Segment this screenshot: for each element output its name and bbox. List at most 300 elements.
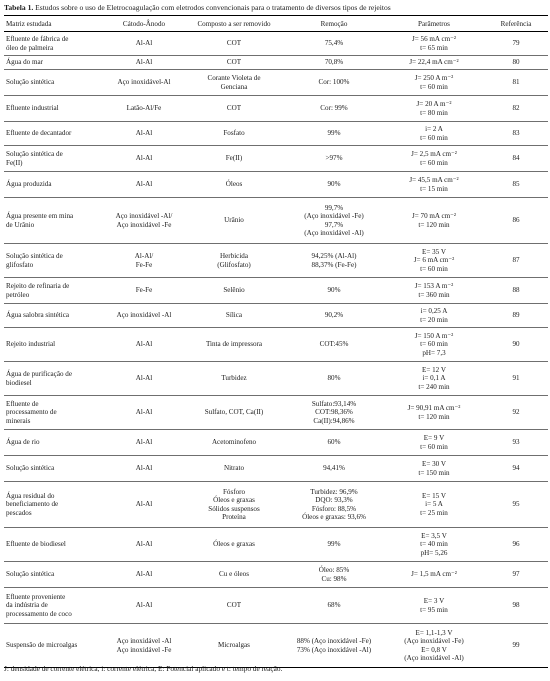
cell-parametros (384, 362, 484, 396)
table-caption-text: Estudos sobre o uso de Eletrocoagulação com eletrodos convencionais para o tratamento de diversos tipos de rejeitos (33, 3, 391, 12)
cell-matriz (4, 244, 104, 278)
cell-line: J= 250 A m⁻² (414, 74, 454, 83)
cell-line: J= 22,4 mA cm⁻² (409, 58, 459, 67)
cell-line: da indústria de (6, 601, 48, 610)
table-row (4, 396, 548, 430)
cell-line: t= 80 min (420, 108, 448, 117)
cell-line: E= 0,8 V (421, 645, 447, 654)
cell-line: COT (226, 58, 242, 67)
cell-matriz (4, 198, 104, 244)
cell-parametros (384, 32, 484, 56)
header-remocao: Remoção (284, 16, 384, 32)
cell-line: (Aço inoxidável -Fe) (404, 637, 464, 646)
cell-line: 90,2% (324, 311, 344, 320)
cell-line: Al-Al (135, 129, 153, 138)
cell-line: Cor: 100% (318, 78, 350, 87)
cell-line: Al-Al (135, 438, 153, 447)
cell-line: Sólidos suspensos (208, 504, 260, 513)
cell-line: Al-Al (135, 39, 153, 48)
table-row (4, 278, 548, 304)
cell-remocao (284, 396, 384, 430)
cell-line: 79 (512, 39, 520, 48)
cell-line: J= 45,5 mA cm⁻² (409, 176, 459, 185)
cell-line: Al-Al (135, 601, 153, 610)
cell-parametros (384, 430, 484, 456)
table-caption-label: Tabela 1. (4, 3, 34, 12)
table-row (4, 588, 548, 624)
cell-line: Água produzida (6, 180, 52, 189)
cell-line: t= 60 min (420, 442, 448, 451)
cell-referencia (484, 70, 548, 96)
cell-matriz (4, 482, 104, 528)
cell-line: t= 360 min (418, 290, 450, 299)
cell-parametros (384, 588, 484, 624)
cell-line: Suspensão de microalgas (6, 641, 78, 650)
cell-line: COT:45% (319, 340, 349, 349)
cell-line: E= 3 V (423, 597, 445, 606)
cell-composto (184, 456, 284, 482)
table-row (4, 482, 548, 528)
table-row (4, 56, 548, 70)
cell-line: 94,41% (323, 464, 345, 473)
cell-line: t= 120 min (418, 412, 450, 421)
cell-catodo-anodo (104, 304, 184, 328)
cell-remocao (284, 278, 384, 304)
cell-line: J= 150 A m⁻² (414, 331, 454, 340)
cell-line: J= 20 A m⁻² (416, 100, 452, 109)
cell-composto (184, 430, 284, 456)
cell-line: 89 (512, 311, 520, 320)
cell-line: Al-Al/ (134, 252, 154, 261)
cell-matriz (4, 70, 104, 96)
cell-line: Efluente proveniente (6, 592, 66, 601)
cell-matriz (4, 122, 104, 146)
cell-parametros (384, 562, 484, 588)
header-matriz: Matriz estudada (4, 16, 104, 32)
cell-line: Al-Al (135, 58, 153, 67)
cell-line: 80% (327, 374, 341, 383)
table-footnote: J: densidade de corrente elétrica, i: corrente elétrica, E: Potencial aplicado e t: tempo de reação. (4, 664, 283, 673)
cell-remocao (284, 588, 384, 624)
cell-line: Turbidez (221, 374, 247, 383)
cell-line: Fe(II) (225, 154, 243, 163)
table-row (4, 96, 548, 122)
cell-remocao (284, 562, 384, 588)
table-row (4, 528, 548, 562)
cell-line: Acetominofeno (211, 438, 257, 447)
cell-line: óleo de palmeira (6, 43, 54, 52)
header-catodo-anodo: Cátodo-Ânodo (104, 16, 184, 32)
cell-parametros (384, 146, 484, 172)
cell-referencia (484, 32, 548, 56)
cell-matriz (4, 32, 104, 56)
cell-composto (184, 198, 284, 244)
cell-line: Aço inoxidável -Al/ (115, 212, 173, 221)
cell-line: (Aço inoxidável -Fe) (304, 212, 364, 221)
cell-remocao (284, 482, 384, 528)
cell-referencia (484, 56, 548, 70)
table-row (4, 304, 548, 328)
cell-matriz (4, 278, 104, 304)
cell-line: J= 70 mA cm⁻² (412, 212, 456, 221)
cell-line: Al-Al (135, 340, 153, 349)
cell-line: 82 (512, 104, 520, 113)
cell-referencia (484, 96, 548, 122)
cell-line: 92 (512, 408, 520, 417)
cell-line: t= 20 min (420, 315, 448, 324)
cell-remocao (284, 198, 384, 244)
cell-composto (184, 482, 284, 528)
cell-referencia (484, 304, 548, 328)
cell-line: 95 (512, 500, 520, 509)
cell-catodo-anodo (104, 96, 184, 122)
cell-line: petróleo (6, 290, 30, 299)
cell-line: Água salobra sintética (6, 311, 70, 320)
cell-line: Água de rio (6, 438, 40, 447)
cell-line: t= 60 min (420, 264, 448, 273)
cell-line: COT (226, 39, 242, 48)
table-row (4, 562, 548, 588)
cell-referencia (484, 396, 548, 430)
cell-catodo-anodo (104, 430, 184, 456)
cell-line: 94 (512, 464, 520, 473)
cell-matriz (4, 56, 104, 70)
cell-line: Urânio (224, 216, 244, 225)
cell-line: Ca(II):94,86% (313, 416, 355, 425)
cell-catodo-anodo (104, 56, 184, 70)
cell-line: COT:98,36% (315, 408, 353, 417)
cell-line: 68% (327, 601, 341, 610)
cell-parametros (384, 624, 484, 668)
cell-line: i= 2 A (425, 125, 443, 134)
cell-line: 73% (Aço inoxidável -Al) (296, 645, 372, 654)
cell-line: Genciana (220, 82, 248, 91)
cell-line: pH= 5,26 (420, 548, 448, 557)
cell-composto (184, 624, 284, 668)
cell-line: J= 90,91 mA cm⁻² (407, 404, 461, 413)
cell-line: 91 (512, 374, 520, 383)
cell-line: 90% (327, 286, 341, 295)
cell-line: Efluente de (6, 399, 39, 408)
cell-line: Cu: 98% (321, 574, 347, 583)
cell-parametros (384, 328, 484, 362)
cell-catodo-anodo (104, 456, 184, 482)
cell-line: t= 60 min (420, 82, 448, 91)
cell-remocao (284, 96, 384, 122)
cell-line: Al-Al (135, 500, 153, 509)
cell-line: 85 (512, 180, 520, 189)
cell-line: 88% (Aço inoxidável -Fe) (296, 637, 372, 646)
cell-referencia (484, 624, 548, 668)
cell-composto (184, 304, 284, 328)
cell-parametros (384, 198, 484, 244)
cell-line: Sílica (225, 311, 243, 320)
cell-line: Turbidez: 96,9% (310, 487, 358, 496)
cell-line: 90% (327, 180, 341, 189)
cell-line: t= 240 min (418, 382, 450, 391)
cell-referencia (484, 456, 548, 482)
cell-line: Água residual do (6, 491, 55, 500)
cell-catodo-anodo (104, 562, 184, 588)
cell-catodo-anodo (104, 328, 184, 362)
cell-line: 99% (327, 540, 341, 549)
cell-remocao (284, 304, 384, 328)
cell-remocao (284, 430, 384, 456)
cell-composto (184, 362, 284, 396)
cell-line: 86 (512, 216, 520, 225)
table-row (4, 456, 548, 482)
cell-line: Fe-Fe (135, 286, 153, 295)
cell-composto (184, 32, 284, 56)
cell-remocao (284, 328, 384, 362)
cell-matriz (4, 328, 104, 362)
cell-referencia (484, 362, 548, 396)
cell-line: Efluente de biodiesel (6, 540, 66, 549)
cell-line: 93 (512, 438, 520, 447)
cell-line: J= 56 mA cm⁻² (412, 35, 456, 44)
cell-remocao (284, 362, 384, 396)
cell-line: 83 (512, 129, 520, 138)
cell-line: Al-Al (135, 374, 153, 383)
cell-parametros (384, 528, 484, 562)
cell-line: Fe(II) (6, 158, 23, 167)
cell-remocao (284, 172, 384, 198)
cell-catodo-anodo (104, 70, 184, 96)
cell-parametros (384, 396, 484, 430)
cell-line: E= 1,1-1,3 V (415, 628, 453, 637)
cell-composto (184, 278, 284, 304)
cell-line: Al-Al (135, 570, 153, 579)
cell-catodo-anodo (104, 396, 184, 430)
cell-line: 97,7% (324, 220, 344, 229)
cell-line: E= 30 V (422, 460, 446, 469)
cell-line: 75,4% (324, 39, 344, 48)
cell-line: Cu e óleos (219, 570, 249, 579)
cell-line: >97% (325, 154, 343, 163)
cell-composto (184, 244, 284, 278)
cell-line: processamento de (6, 408, 57, 417)
cell-line: 84 (512, 154, 520, 163)
cell-line: t= 40 min (420, 540, 448, 549)
cell-line: J= 1,5 mA cm⁻² (411, 570, 457, 579)
cell-line: J= 2,5 mA cm⁻² (411, 150, 457, 159)
cell-composto (184, 396, 284, 430)
cell-line: E= 3,5 V (421, 531, 447, 540)
cell-matriz (4, 172, 104, 198)
cell-line: Efluente de fábrica de (6, 35, 69, 44)
cell-composto (184, 172, 284, 198)
cell-composto (184, 56, 284, 70)
cell-line: minerais (6, 416, 31, 425)
cell-parametros (384, 304, 484, 328)
cell-matriz (4, 146, 104, 172)
cell-line: Cor: 99% (320, 104, 348, 113)
cell-line: Sulfato:93,14% (311, 399, 357, 408)
cell-matriz (4, 562, 104, 588)
cell-line: 99 (512, 641, 520, 650)
cell-line: Solução sintética de (6, 252, 63, 261)
cell-matriz (4, 588, 104, 624)
cell-catodo-anodo (104, 146, 184, 172)
cell-remocao (284, 624, 384, 668)
cell-referencia (484, 430, 548, 456)
cell-composto (184, 562, 284, 588)
cell-catodo-anodo (104, 528, 184, 562)
cell-catodo-anodo (104, 588, 184, 624)
cell-line: Al-Al (135, 540, 153, 549)
cell-line: COT (226, 601, 242, 610)
cell-line: Óleos e graxas: 93,6% (302, 512, 366, 521)
cell-line: Latão-Al/Fe (126, 104, 162, 113)
cell-line: 80 (512, 58, 520, 67)
cell-line: E= 15 V (422, 491, 446, 500)
cell-composto (184, 70, 284, 96)
table-header-row (4, 16, 548, 32)
cell-line: 90 (512, 340, 520, 349)
table-row (4, 146, 548, 172)
cell-remocao (284, 122, 384, 146)
cell-line: Óleo: 85% (318, 566, 350, 575)
cell-line: Rejeito industrial (6, 340, 56, 349)
cell-parametros (384, 70, 484, 96)
header-composto: Composto a ser removido (184, 16, 284, 32)
cell-catodo-anodo (104, 362, 184, 396)
cell-composto (184, 328, 284, 362)
table-row (4, 122, 548, 146)
table-row (4, 244, 548, 278)
cell-line: i= 5 A (425, 500, 443, 509)
data-table (4, 15, 548, 668)
cell-line: i= 0,1 A (422, 374, 446, 383)
cell-line: J= 6 mA cm⁻² (413, 256, 455, 265)
cell-line: COT (226, 104, 242, 113)
cell-line: Aço inoxidável -Fe (116, 220, 172, 229)
cell-line: Solução sintética (6, 570, 55, 579)
cell-line: (Aço inoxidável -Al) (304, 228, 364, 237)
cell-remocao (284, 456, 384, 482)
cell-line: Aço inoxidável -Fe (116, 645, 172, 654)
cell-line: Proteína (222, 512, 246, 521)
cell-line: 99% (327, 129, 341, 138)
cell-parametros (384, 278, 484, 304)
cell-line: Microalgas (218, 641, 250, 650)
cell-line: Aço inoxidável-Al (117, 78, 171, 87)
cell-catodo-anodo (104, 278, 184, 304)
cell-line: 70,8% (324, 58, 344, 67)
table-row (4, 362, 548, 396)
cell-referencia (484, 278, 548, 304)
cell-line: t= 15 min (420, 184, 448, 193)
cell-remocao (284, 56, 384, 70)
cell-line: 88 (512, 286, 520, 295)
cell-catodo-anodo (104, 198, 184, 244)
cell-line: t= 150 min (418, 468, 450, 477)
cell-line: Solução sintética (6, 78, 55, 87)
table-row (4, 172, 548, 198)
cell-line: i= 0,25 A (420, 307, 448, 316)
cell-parametros (384, 482, 484, 528)
table-row (4, 624, 548, 668)
cell-catodo-anodo (104, 32, 184, 56)
cell-parametros (384, 56, 484, 70)
cell-catodo-anodo (104, 482, 184, 528)
cell-referencia (484, 562, 548, 588)
cell-line: DQO: 93,3% (315, 496, 353, 505)
cell-composto (184, 96, 284, 122)
cell-referencia (484, 122, 548, 146)
cell-line: Al-Al (135, 408, 153, 417)
cell-composto (184, 122, 284, 146)
cell-line: biodiesel (6, 378, 32, 387)
cell-line: Óleos e graxas (213, 496, 255, 505)
table-row (4, 70, 548, 96)
cell-remocao (284, 244, 384, 278)
cell-line: Fosfato (223, 129, 245, 138)
table-caption (4, 3, 548, 13)
header-parametros: Parâmetros (384, 16, 484, 32)
cell-parametros (384, 122, 484, 146)
cell-catodo-anodo (104, 122, 184, 146)
cell-line: Solução sintética (6, 464, 55, 473)
cell-matriz (4, 396, 104, 430)
cell-composto (184, 528, 284, 562)
cell-remocao (284, 146, 384, 172)
table-row (4, 32, 548, 56)
cell-line: t= 95 min (420, 605, 448, 614)
cell-line: (Aço inoxidável -Al) (404, 653, 464, 662)
cell-line: Herbicida (220, 252, 248, 261)
cell-line: Aço inoxidável -Al (116, 311, 172, 320)
cell-matriz (4, 362, 104, 396)
cell-line: 94,25% (Al-Al) (311, 252, 357, 261)
cell-matriz (4, 96, 104, 122)
cell-line: t= 60 min (420, 158, 448, 167)
cell-line: t= 120 min (418, 220, 450, 229)
cell-catodo-anodo (104, 172, 184, 198)
cell-line: J= 153 A m⁻² (414, 282, 454, 291)
cell-matriz (4, 430, 104, 456)
cell-referencia (484, 482, 548, 528)
cell-referencia (484, 328, 548, 362)
cell-line: Fe-Fe (135, 260, 153, 269)
cell-line: Al-Al (135, 180, 153, 189)
cell-parametros (384, 456, 484, 482)
cell-line: E= 9 V (423, 434, 445, 443)
cell-line: Aço inoxidável -Al (116, 637, 172, 646)
cell-line: t= 60 min (420, 133, 448, 142)
cell-line: Efluente industrial (6, 104, 59, 113)
cell-line: 81 (512, 78, 520, 87)
cell-line: pH= 7,3 (422, 348, 446, 357)
cell-line: Al-Al (135, 464, 153, 473)
cell-line: Água de purificação de (6, 370, 72, 379)
cell-line: Nitrato (223, 464, 245, 473)
cell-line: pescados (6, 508, 32, 517)
cell-line: glifosfato (6, 260, 34, 269)
cell-line: Selênio (223, 286, 245, 295)
cell-referencia (484, 172, 548, 198)
cell-line: Óleos e graxas (213, 540, 255, 549)
cell-line: Fósforo: 88,5% (311, 504, 357, 513)
cell-line: Água presente em mina (6, 212, 74, 221)
cell-remocao (284, 528, 384, 562)
cell-matriz (4, 624, 104, 668)
cell-line: Fósforo (222, 487, 246, 496)
cell-line: Efluente de decantador (6, 129, 72, 138)
cell-line: Solução sintética de (6, 150, 63, 159)
cell-line: processamento de coco (6, 609, 72, 618)
cell-line: 88,37% (Fe-Fe) (311, 260, 357, 269)
